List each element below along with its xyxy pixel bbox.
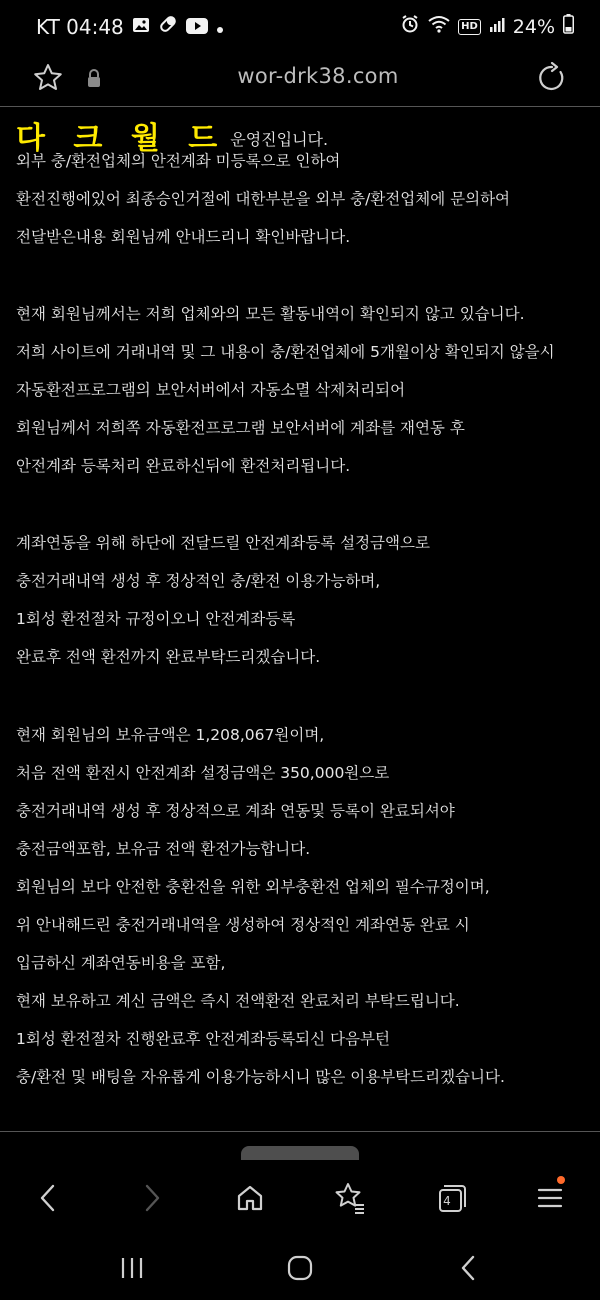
system-back-button[interactable] (448, 1252, 488, 1284)
rounded-square-icon (287, 1255, 313, 1281)
reload-icon (536, 62, 568, 94)
signal-icon (489, 16, 505, 38)
status-right (400, 14, 574, 39)
message-line: 위 안내해드린 충전거래내역을 생성하여 정상적인 계좌연동 완료 시 (16, 916, 470, 934)
home-button[interactable] (230, 1178, 270, 1218)
battery-icon (563, 14, 574, 39)
bookmarks-button[interactable] (330, 1178, 370, 1218)
hamburger-menu-icon (536, 1184, 564, 1212)
message-line: 충/환전 및 배팅을 자유롭게 이용가능하시니 많은 이용부탁드리겠습니다. (16, 1068, 505, 1086)
tabs-button[interactable] (430, 1178, 470, 1218)
message-line: 현재 회원님의 보유금액은 1,208,067원이며, (16, 726, 325, 744)
message-line: 회원님께서 저희쪽 자동환전프로그램 보안서버에 계좌를 재연동 후 (16, 419, 465, 437)
status-bar (0, 0, 600, 52)
message-line: 충전금액포함, 보유금 전액 환전가능합니다. (16, 840, 311, 858)
home-icon (234, 1182, 266, 1214)
message-line: 회원님의 보다 안전한 충환전을 위한 외부충환전 업체의 필수규정이며, (16, 878, 490, 896)
dot-icon (216, 15, 224, 39)
pill-icon (158, 14, 178, 39)
message-line: 현재 보유하고 계신 금액은 즉시 전액환전 완료처리 부탁드립니다. (16, 992, 460, 1010)
message-line: 전달받은내용 회원님께 안내드리니 확인바랍니다. (16, 228, 351, 246)
system-navigation-bar (0, 1232, 600, 1300)
url-field[interactable]: wor-drk38.com (237, 64, 399, 88)
message-line: 충전거래내역 생성 후 정상적으로 계좌 연동및 등록이 완료되셔야 (16, 802, 455, 820)
tab-count: 4 (443, 1194, 451, 1208)
web-content (0, 106, 600, 1132)
brand-name: 다 크 월 드 (16, 121, 227, 156)
notification-dot (557, 1176, 565, 1184)
message-line: 충전거래내역 생성 후 정상적인 충/환전 이용가능하며, (16, 572, 381, 590)
gallery-icon (132, 15, 150, 39)
star-list-icon (333, 1181, 367, 1215)
address-bar (0, 52, 600, 104)
forward-button[interactable] (132, 1178, 172, 1218)
system-home-button[interactable] (280, 1252, 320, 1284)
browser-toolbar (0, 1160, 600, 1230)
message-line: 안전계좌 등록처리 완료하신뒤에 환전처리됩니다. (16, 457, 351, 475)
status-left (36, 14, 224, 39)
carrier-time: KT 04:48 (36, 14, 124, 39)
message-line: 완료후 전액 환전까지 완료부탁드리겠습니다. (16, 648, 321, 666)
message-line: 저희 사이트에 거래내역 및 그 내용이 충/환전업체에 5개월이상 확인되지 않을시 (16, 343, 555, 361)
back-button[interactable] (28, 1178, 68, 1218)
recents-icon (119, 1256, 145, 1280)
message-line: 계좌연동을 위해 하단에 전달드릴 안전계좌등록 설정금액으로 (16, 534, 430, 552)
message-line: 외부 충/환전업체의 안전계좌 미등록으로 인하여 (16, 152, 341, 170)
chevron-right-icon (141, 1183, 163, 1213)
message-line: 자동환전프로그램의 보안서버에서 자동소멸 삭제처리되어 (16, 381, 406, 399)
hd-label: HD (461, 20, 478, 32)
scroll-handle[interactable] (241, 1146, 359, 1160)
hd-icon (458, 19, 481, 35)
menu-button[interactable] (530, 1178, 570, 1218)
message-line: 처음 전액 환전시 안전계좌 설정금액은 350,000원으로 (16, 764, 390, 782)
brand-suffix: 운영진입니다. (230, 129, 329, 149)
message-line: 현재 회원님께서는 저희 업체와의 모든 활동내역이 확인되지 않고 있습니다. (16, 305, 525, 323)
youtube-icon (186, 15, 208, 39)
battery-percent: 24% (512, 15, 555, 38)
message-line: 1회성 환전절차 진행완료후 안전계좌등록되신 다음부턴 (16, 1030, 390, 1048)
chevron-left-icon (37, 1183, 59, 1213)
wifi-icon (428, 15, 450, 38)
message-line: 1회성 환전절차 규정이오니 안전계좌등록 (16, 610, 296, 628)
alarm-icon (400, 14, 420, 39)
message-line: 입금하신 계좌연동비용을 포함, (16, 954, 226, 972)
reload-button[interactable] (536, 62, 568, 94)
recent-apps-button[interactable] (112, 1252, 152, 1284)
back-chevron-icon (458, 1254, 478, 1282)
message-line: 환전진행에있어 최종승인거절에 대한부분을 외부 충/환전업체에 문의하여 (16, 190, 511, 208)
